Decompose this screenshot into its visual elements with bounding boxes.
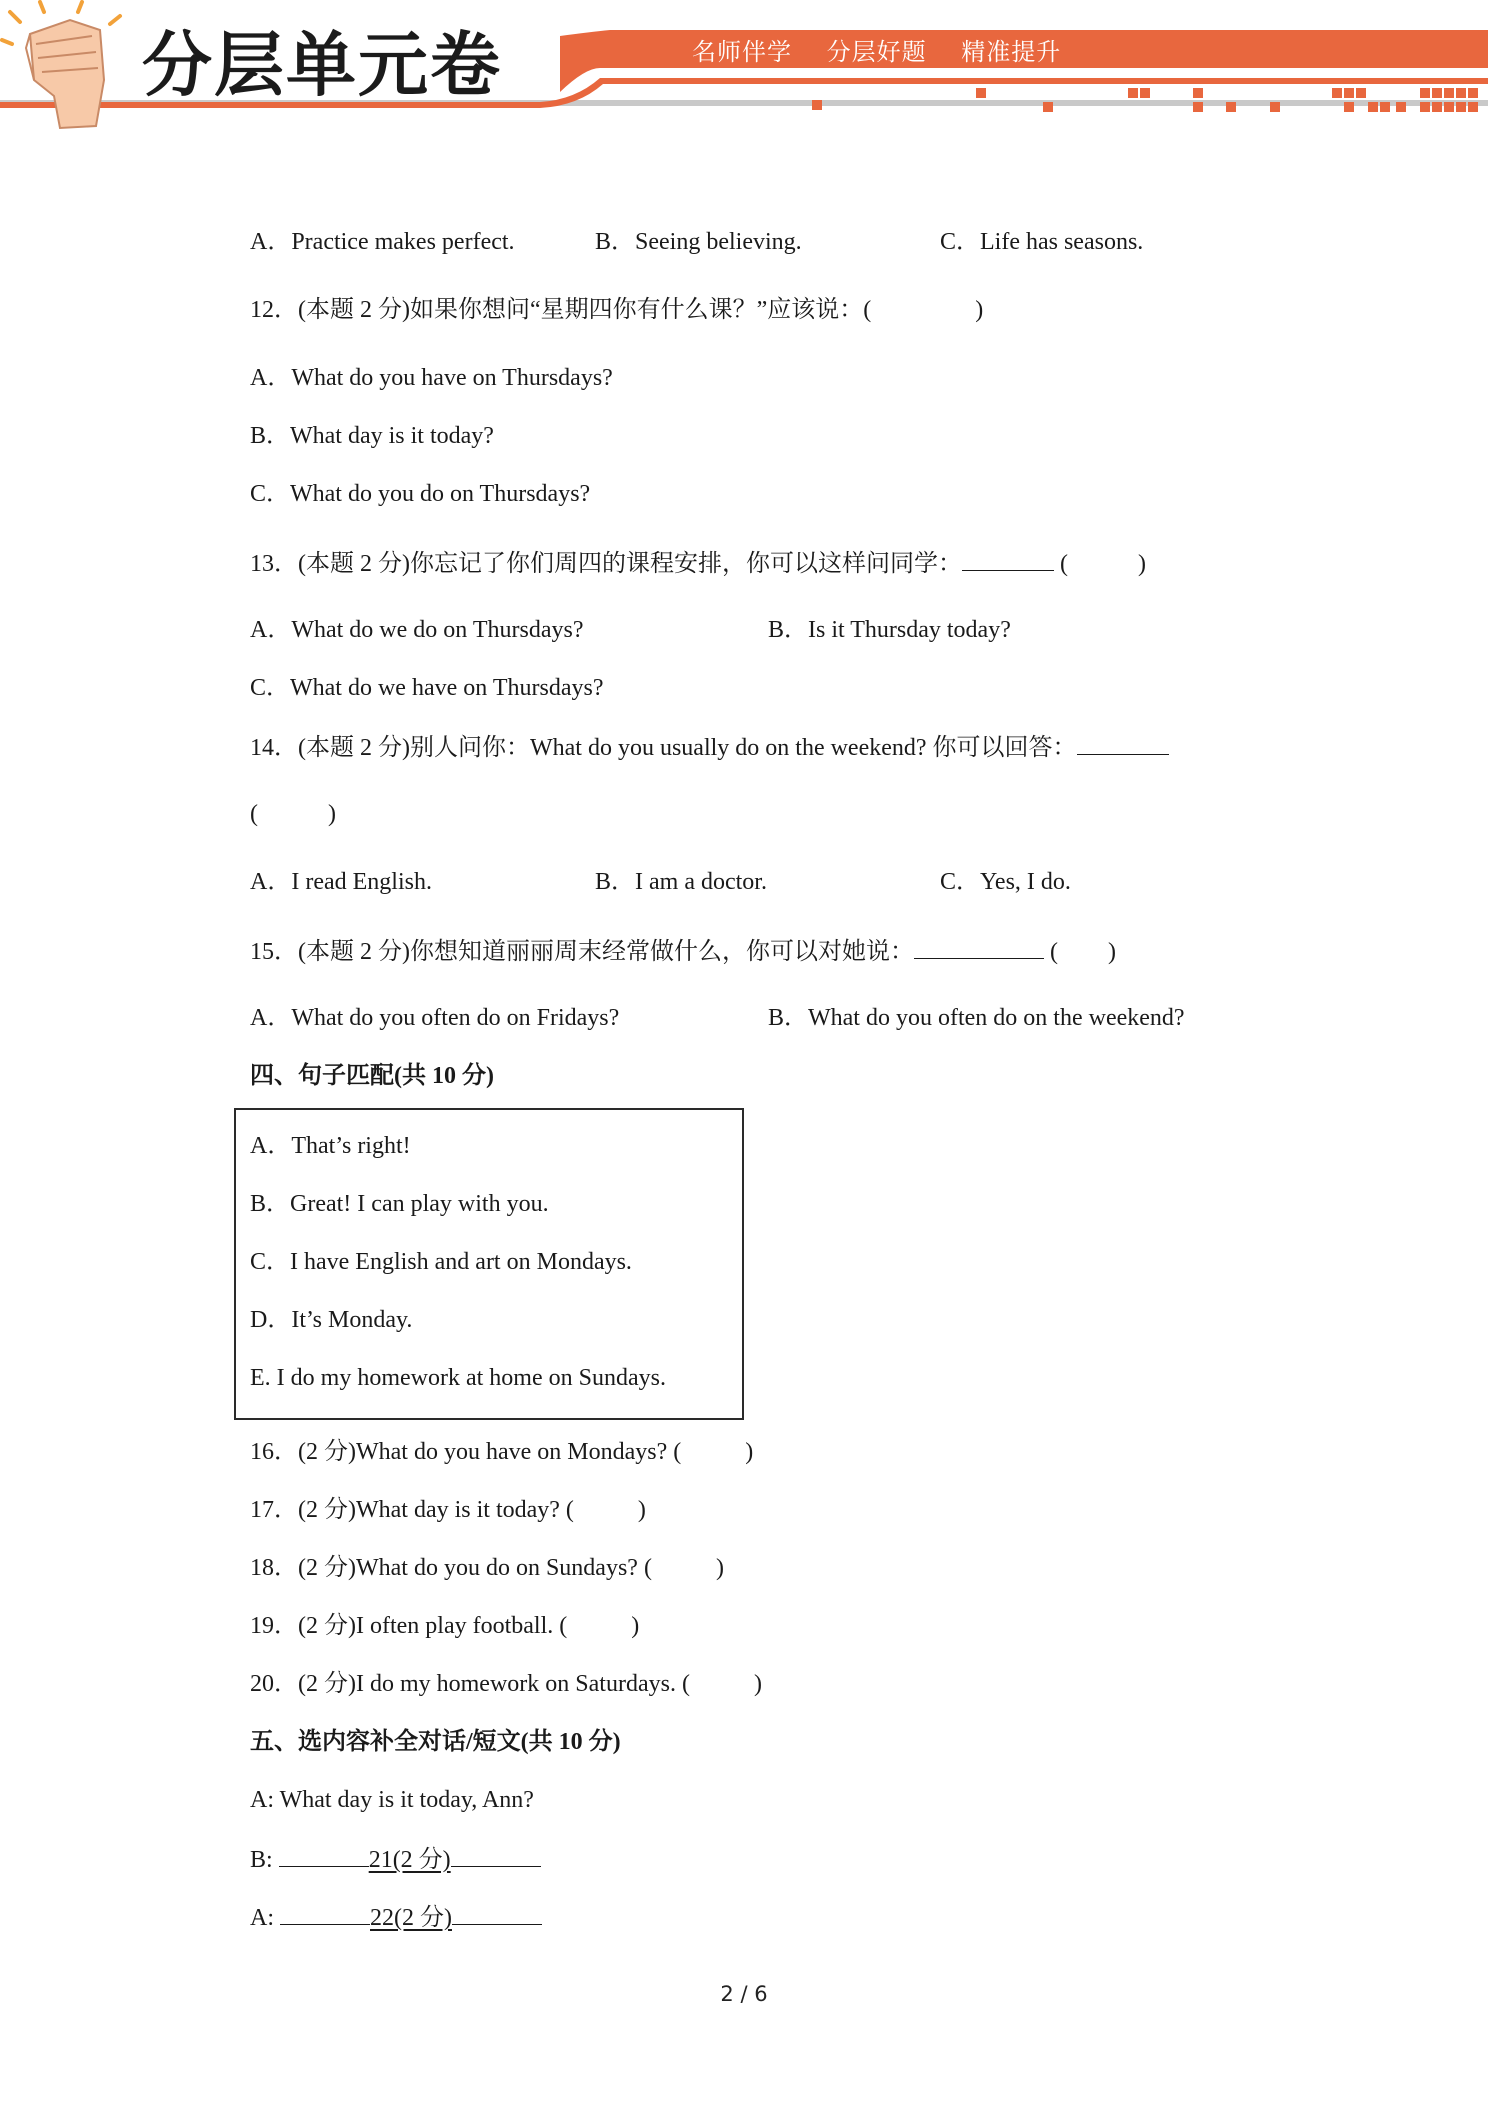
header-slogans <box>692 36 1087 68</box>
q13-option-a: A．What do we do on Thursdays? <box>250 617 584 643</box>
q13-answer-open: ( <box>1059 551 1068 577</box>
page-header <box>0 0 1488 130</box>
match-option-c: C．I have English and art on Mondays. <box>250 1249 632 1275</box>
blank-22-label: 22(2 分) <box>370 1905 452 1931</box>
q14-stem-text: 14．(本题 2 分)别人问你：What do you usually do on the weekend? 你可以回答： <box>250 735 1077 761</box>
q18-text: 18．(2 分)What do you do on Sundays? ( <box>250 1555 652 1581</box>
q15-answer-open: ( <box>1049 939 1058 965</box>
q13-stem-text: 13．(本题 2 分)你忘记了你们周四的课程安排，你可以这样问同学： <box>250 551 962 577</box>
q19 <box>250 1610 639 1642</box>
q18 <box>250 1552 724 1584</box>
q15-blank[interactable] <box>914 934 1044 959</box>
dialogue-line-1: A: What day is it today, Ann? <box>250 1787 534 1813</box>
q19-answer-close: ) <box>631 1613 640 1639</box>
q12-answer-close: ) <box>975 297 984 323</box>
q15-stem <box>250 934 1116 968</box>
match-option-d: D．It’s Monday. <box>250 1307 413 1333</box>
q14-answer-paren <box>250 798 336 830</box>
slogan-2: 分层好题 <box>826 38 927 66</box>
q15-answer-close: ) <box>1107 939 1116 965</box>
q14-option-c: C．Yes, I do. <box>940 869 1071 895</box>
q11-option-a: A．Practice makes perfect. <box>250 229 515 255</box>
match-option-e: E. I do my homework at home on Sundays. <box>250 1365 666 1391</box>
q17 <box>250 1494 646 1526</box>
match-option-a: A．That’s right! <box>250 1133 411 1159</box>
q11-option-c: C．Life has seasons. <box>940 229 1144 255</box>
q13-option-b: B．Is it Thursday today? <box>768 617 1011 643</box>
section-4-title: 四、句子匹配(共 10 分) <box>250 1063 494 1089</box>
q16-text: 16．(2 分)What do you have on Mondays? ( <box>250 1439 682 1465</box>
dialogue-line-2 <box>250 1842 541 1876</box>
q20-text: 20．(2 分)I do my homework on Saturdays. ( <box>250 1671 690 1697</box>
blank-21-left[interactable] <box>279 1842 369 1867</box>
dialogue-line-3 <box>250 1900 542 1934</box>
q11-option-b: B．Seeing believing. <box>595 229 802 255</box>
dialogue-line-3-speaker: A: <box>250 1905 280 1931</box>
q14-stem <box>250 730 1169 764</box>
q16-answer-close: ) <box>745 1439 754 1465</box>
brand-title: 分层单元卷 <box>142 24 502 106</box>
q19-text: 19．(2 分)I often play football. ( <box>250 1613 568 1639</box>
slogan-1: 名师伴学 <box>692 38 792 66</box>
q17-answer-close: ) <box>637 1497 646 1523</box>
blank-21-right[interactable] <box>451 1842 541 1867</box>
q15-option-b: B．What do you often do on the weekend? <box>768 1005 1185 1031</box>
q20 <box>250 1668 762 1700</box>
blank-22-left[interactable] <box>280 1900 370 1925</box>
page-number: 2 / 6 <box>720 1982 768 2006</box>
match-option-b: B．Great! I can play with you. <box>250 1191 549 1217</box>
q14-answer-open: ( <box>250 801 258 827</box>
q14-option-a: A．I read English. <box>250 869 432 895</box>
q13-blank[interactable] <box>962 546 1054 571</box>
dialogue-line-2-speaker: B: <box>250 1847 279 1873</box>
q13-answer-close: ) <box>1137 551 1146 577</box>
q16 <box>250 1436 753 1468</box>
q15-option-a: A．What do you often do on Fridays? <box>250 1005 620 1031</box>
q12-stem-text: 12．(本题 2 分)如果你想问“星期四你有什么课？”应该说：( <box>250 297 872 323</box>
q12-option-b: B．What day is it today? <box>250 423 494 449</box>
q12-option-a: A．What do you have on Thursdays? <box>250 365 613 391</box>
q13-stem <box>250 546 1146 580</box>
q18-answer-close: ) <box>715 1555 724 1581</box>
blank-22-right[interactable] <box>452 1900 542 1925</box>
q15-stem-text: 15．(本题 2 分)你想知道丽丽周末经常做什么，你可以对她说： <box>250 939 914 965</box>
q12-option-c: C．What do you do on Thursdays? <box>250 481 591 507</box>
fist-icon <box>2 2 120 128</box>
section-5-title: 五、选内容补全对话/短文(共 10 分) <box>250 1729 621 1755</box>
q17-text: 17．(2 分)What day is it today? ( <box>250 1497 574 1523</box>
q20-answer-close: ) <box>753 1671 762 1697</box>
q14-option-b: B．I am a doctor. <box>595 869 767 895</box>
q14-answer-close: ) <box>328 801 336 827</box>
q13-option-c: C．What do we have on Thursdays? <box>250 675 604 701</box>
slogan-3: 精准提升 <box>961 38 1062 66</box>
blank-21-label: 21(2 分) <box>368 1847 451 1873</box>
q14-blank[interactable] <box>1077 730 1169 755</box>
q12-stem <box>250 294 983 326</box>
